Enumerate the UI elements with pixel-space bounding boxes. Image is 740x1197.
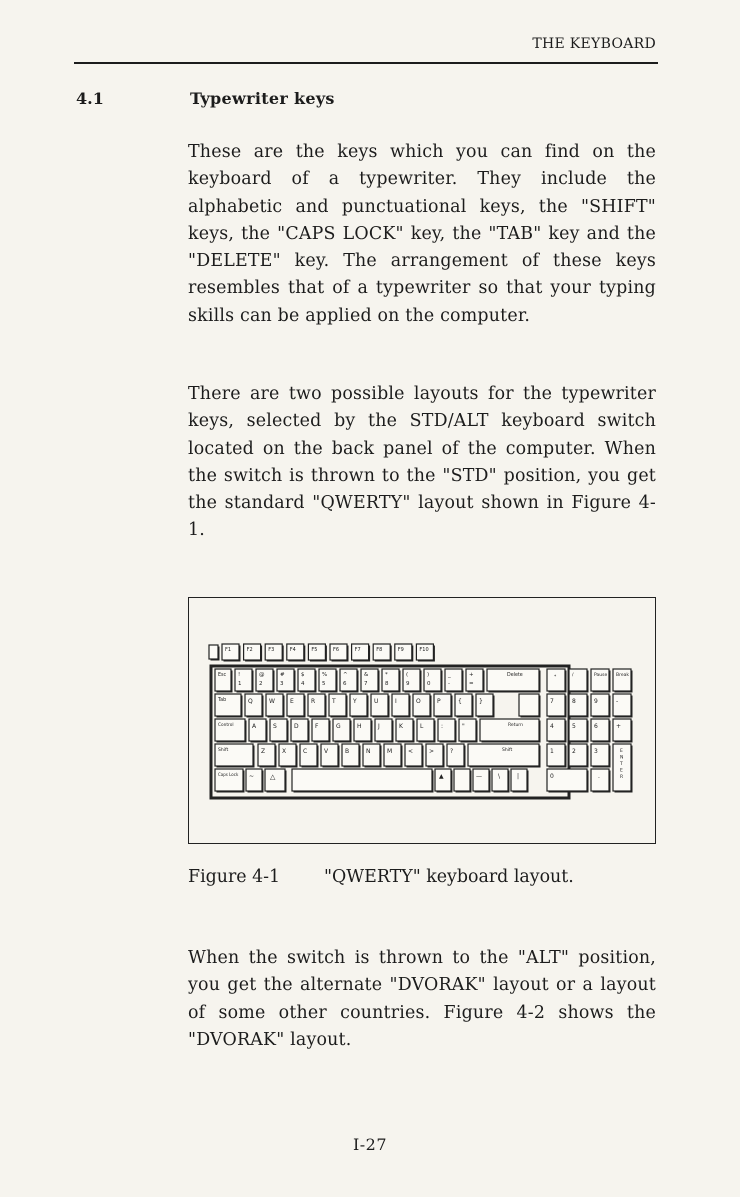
key-9-label: 9 <box>406 681 410 687</box>
key-bracket-extra <box>519 694 541 718</box>
keypad-7 <box>547 694 567 718</box>
keypad-enter-label: R <box>620 775 624 780</box>
keypad-sym <box>613 694 633 718</box>
key-w-label: W <box>269 698 275 705</box>
key-bottom-3 <box>492 769 510 793</box>
key-tilde-label: ~ <box>249 773 255 780</box>
section-title: Typewriter keys <box>190 89 335 108</box>
key-bottom-4 <box>511 769 529 793</box>
key-8-label: 8 <box>385 681 389 687</box>
key-f8 <box>373 644 392 662</box>
keypad-6-label: 6 <box>594 723 598 730</box>
key-h-label: H <box>357 723 362 730</box>
keypad-1-label: 1 <box>550 748 554 755</box>
key-arrow-up <box>435 769 453 793</box>
key-j <box>375 719 394 743</box>
key-tab <box>215 694 243 718</box>
key-m <box>384 744 403 768</box>
key-w <box>266 694 285 718</box>
key-f-label: F <box>315 723 319 730</box>
key-sym-label: > <box>429 748 435 755</box>
section-number: 4.1 <box>76 89 104 108</box>
key-2-label: @ <box>259 672 265 678</box>
key-sym-label: { <box>458 698 462 705</box>
key-y <box>350 694 369 718</box>
keypad-2-label: 2 <box>572 748 576 755</box>
keypad-sym-label: + <box>616 723 622 730</box>
key-f2-label: F2 <box>246 647 253 653</box>
key-shift-left-label: Shift <box>218 748 229 753</box>
key-bottom-2 <box>473 769 491 793</box>
key-f9 <box>395 644 414 662</box>
keypad-1 <box>547 744 567 768</box>
keypad-8 <box>569 694 589 718</box>
key-x <box>279 744 298 768</box>
key-q <box>245 694 264 718</box>
key-o-label: O <box>416 698 421 705</box>
key-4-label: $ <box>301 672 305 678</box>
keypad-4-label: 4 <box>550 723 554 730</box>
keypad-0 <box>547 769 589 793</box>
key-d <box>291 719 310 743</box>
keypad-3 <box>591 744 611 768</box>
key-f7-label: F7 <box>354 647 361 653</box>
key-esc <box>215 669 233 693</box>
key-p-label: P <box>437 698 441 705</box>
key-t-label: T <box>332 698 336 705</box>
key-z <box>258 744 277 768</box>
key-space-cap <box>292 769 432 791</box>
key-3-label: 3 <box>280 681 284 687</box>
running-head: THE KEYBOARD <box>532 36 656 52</box>
key-bottom-1 <box>454 769 472 793</box>
key-sym <box>445 669 464 693</box>
key-z-label: Z <box>261 748 266 755</box>
key-k <box>396 719 415 743</box>
key-bottom-3-label: \ <box>498 773 501 780</box>
key-tilde <box>246 769 264 793</box>
key-sym-label: } <box>479 698 483 705</box>
key-x-label: X <box>282 748 287 755</box>
key-c-label: C <box>303 748 308 755</box>
key-3 <box>277 669 296 693</box>
key-c <box>300 744 319 768</box>
key-f4-label: F4 <box>289 647 296 653</box>
keypad-9 <box>591 694 611 718</box>
key-b <box>342 744 361 768</box>
paragraph-layouts: There are two possible layouts for the typewriter keys, selected by the STD/ALT keyboard switch located on the back panel of the computer. When the switch is thrown to the "STD" position, you get the standard "QWERTY" layout shown in Figure 4-1. <box>188 384 656 541</box>
key-sym-label: : <box>441 723 444 730</box>
key-4-label: 4 <box>301 681 305 687</box>
key-sym-label: < <box>408 748 414 755</box>
page-number: I-27 <box>352 1135 388 1154</box>
keypad-4 <box>547 719 567 743</box>
key-return <box>480 719 541 743</box>
key-2 <box>256 669 275 693</box>
key-7-label: & <box>364 672 369 678</box>
key-sym <box>438 719 457 743</box>
key-sym-label: - <box>448 681 450 687</box>
key-9 <box>403 669 422 693</box>
key-o <box>413 694 432 718</box>
key-f7 <box>352 644 371 662</box>
keypad-0-label: 0 <box>550 773 554 780</box>
key-f3 <box>265 644 284 662</box>
keypad-8-label: 8 <box>572 698 576 705</box>
key-esc-label: Esc <box>218 673 227 678</box>
key-n-label: N <box>366 748 371 755</box>
key-f3-label: F3 <box>268 647 275 653</box>
key-return-label: Return <box>508 723 523 728</box>
key-tab-label: Tab <box>218 698 227 703</box>
keypad-enter-label: T <box>620 762 623 767</box>
key-i <box>392 694 411 718</box>
key-4 <box>298 669 317 693</box>
key-l <box>417 719 436 743</box>
key-sym <box>466 669 485 693</box>
keypad-5-label: 5 <box>572 723 576 730</box>
keypad-sym-label: / <box>572 673 574 678</box>
figure-caption <box>188 867 574 887</box>
key-sym-label: = <box>469 681 474 687</box>
key-h <box>354 719 373 743</box>
key-e <box>287 694 306 718</box>
key-sym <box>405 744 424 768</box>
key-p <box>434 694 453 718</box>
key-sym-label: _ <box>448 672 451 678</box>
key-j-label: J <box>378 723 380 730</box>
key-v <box>321 744 340 768</box>
key-5-label: 5 <box>322 681 326 687</box>
key-g <box>333 719 352 743</box>
key-shift-right <box>468 744 541 768</box>
key-6-label: ^ <box>343 672 348 678</box>
key-i-label: I <box>395 698 397 705</box>
key-sym-label: + <box>469 672 474 678</box>
key-d-label: D <box>294 723 299 730</box>
key-f <box>312 719 331 743</box>
key-sym <box>455 694 474 718</box>
key-bottom-4-label: | <box>517 773 520 780</box>
key-sym <box>447 744 466 768</box>
key-l-label: L <box>420 723 424 730</box>
key-delete <box>487 669 541 693</box>
key-a-label: A <box>252 723 257 730</box>
key-3-label: # <box>280 672 285 678</box>
key-sym-label: ? <box>450 748 454 755</box>
keypad-enter-label: N <box>620 755 624 761</box>
keyboard-diagram <box>189 598 654 842</box>
key-k-label: K <box>399 723 403 730</box>
key-1-label: 1 <box>238 681 242 687</box>
key-open-apple-label: △ <box>270 773 276 781</box>
keypad-pause <box>591 669 611 693</box>
key-q-label: Q <box>248 698 253 705</box>
keypad-sym <box>569 669 589 693</box>
key-2-label: 2 <box>259 681 263 687</box>
key-r-label: R <box>311 698 316 705</box>
keypad-3-label: 3 <box>594 748 598 755</box>
keypad-9-label: 9 <box>594 698 598 705</box>
key-f1 <box>222 644 241 662</box>
keypad-7-label: 7 <box>550 698 554 705</box>
key-blank-top-cap <box>209 645 218 659</box>
key-open-apple <box>265 769 287 793</box>
key-f1-label: F1 <box>225 647 232 653</box>
key-7 <box>361 669 380 693</box>
keypad-sym-cap <box>547 669 565 691</box>
key-f4 <box>287 644 306 662</box>
key-bottom-2-label: — <box>476 773 482 780</box>
key-s <box>270 719 289 743</box>
keypad-dot-label: . <box>598 773 600 780</box>
key-9-label: ( <box>406 672 409 678</box>
key-caps-lock <box>215 769 245 793</box>
header-rule <box>74 62 658 64</box>
keypad-dot <box>591 769 611 793</box>
key-y-label: Y <box>353 698 357 705</box>
key-control <box>215 719 247 743</box>
key-e-label: E <box>290 698 294 705</box>
key-6 <box>340 669 359 693</box>
keypad-sym <box>613 719 633 743</box>
keypad-break <box>613 669 633 693</box>
key-control-label: Control <box>218 723 234 728</box>
key-f8-label: F8 <box>376 647 383 653</box>
key-f9-label: F9 <box>397 647 404 653</box>
keypad-dot-cap <box>591 769 609 791</box>
key-f2 <box>244 644 263 662</box>
key-caps-lock-label: Caps Lock <box>218 772 239 777</box>
key-f5 <box>308 644 327 662</box>
figure-number: Figure 4-1 <box>188 867 281 887</box>
keypad-pause-label: Pause <box>594 673 608 678</box>
paragraph-intro: These are the keys which you can find on the keyboard of a typewriter. They include the alphabetic and punctuational keys, the "SHIFT" keys, the "CAPS LOCK" key, the "TAB" key and the "DELETE" key. The arrangement of these keys resembles that of a typewriter so that your typing skills can be applied on the computer. <box>188 142 656 326</box>
keypad-break-label: Break <box>616 673 629 678</box>
key-u-label: U <box>374 698 379 705</box>
keypad-sym-label: - <box>616 698 619 705</box>
key-s-label: S <box>273 723 277 730</box>
key-0-label: ) <box>427 672 430 678</box>
key-arrow-up-label: ▲ <box>439 773 444 780</box>
key-f6 <box>330 644 349 662</box>
keypad-5 <box>569 719 589 743</box>
key-8 <box>382 669 401 693</box>
keypad-enter <box>613 744 633 793</box>
key-v-label: V <box>324 748 329 755</box>
key-shift-left <box>215 744 255 768</box>
key-b-label: B <box>345 748 350 755</box>
key-f5-label: F5 <box>311 647 318 653</box>
key-sym <box>426 744 445 768</box>
key-0 <box>424 669 443 693</box>
key-m-label: M <box>387 748 393 755</box>
figure-caption-text: "QWERTY" keyboard layout. <box>324 867 574 887</box>
key-blank-top <box>209 645 220 661</box>
key-0-label: 0 <box>427 681 431 687</box>
keypad-6 <box>591 719 611 743</box>
key-u <box>371 694 390 718</box>
key-space <box>292 769 434 793</box>
key-5-label: % <box>322 672 328 678</box>
key-delete-label: Delete <box>507 673 523 678</box>
key-5 <box>319 669 338 693</box>
keypad-2 <box>569 744 589 768</box>
key-g-label: G <box>336 723 341 730</box>
key-bottom-1-cap <box>454 769 470 791</box>
key-f6-label: F6 <box>333 647 340 653</box>
key-8-label: * <box>385 672 388 678</box>
keypad-enter-label: E <box>620 749 623 754</box>
key-1-label: ! <box>238 672 241 678</box>
paragraph-alt: When the switch is thrown to the "ALT" position, you get the alternate "DVORAK" layout or a layout of some other countries. Figure 4-2 shows the "DVORAK" layout. <box>188 948 656 1050</box>
keypad-sym-label: * <box>554 675 557 680</box>
key-6-label: 6 <box>343 681 347 687</box>
key-1 <box>235 669 254 693</box>
key-f10 <box>416 644 435 662</box>
key-f10-label: F10 <box>419 647 429 653</box>
key-bracket-extra-cap <box>519 694 539 716</box>
key-sym <box>459 719 478 743</box>
keypad-enter-label: E <box>620 768 623 774</box>
key-shift-right-label: Shift <box>502 748 513 753</box>
key-n <box>363 744 382 768</box>
figure-4-1 <box>188 597 656 844</box>
key-7-label: 7 <box>364 681 368 687</box>
key-a <box>249 719 268 743</box>
key-sym <box>476 694 495 718</box>
key-sym-label: " <box>462 723 465 730</box>
keypad-sym <box>547 669 567 693</box>
key-t <box>329 694 348 718</box>
key-r <box>308 694 327 718</box>
